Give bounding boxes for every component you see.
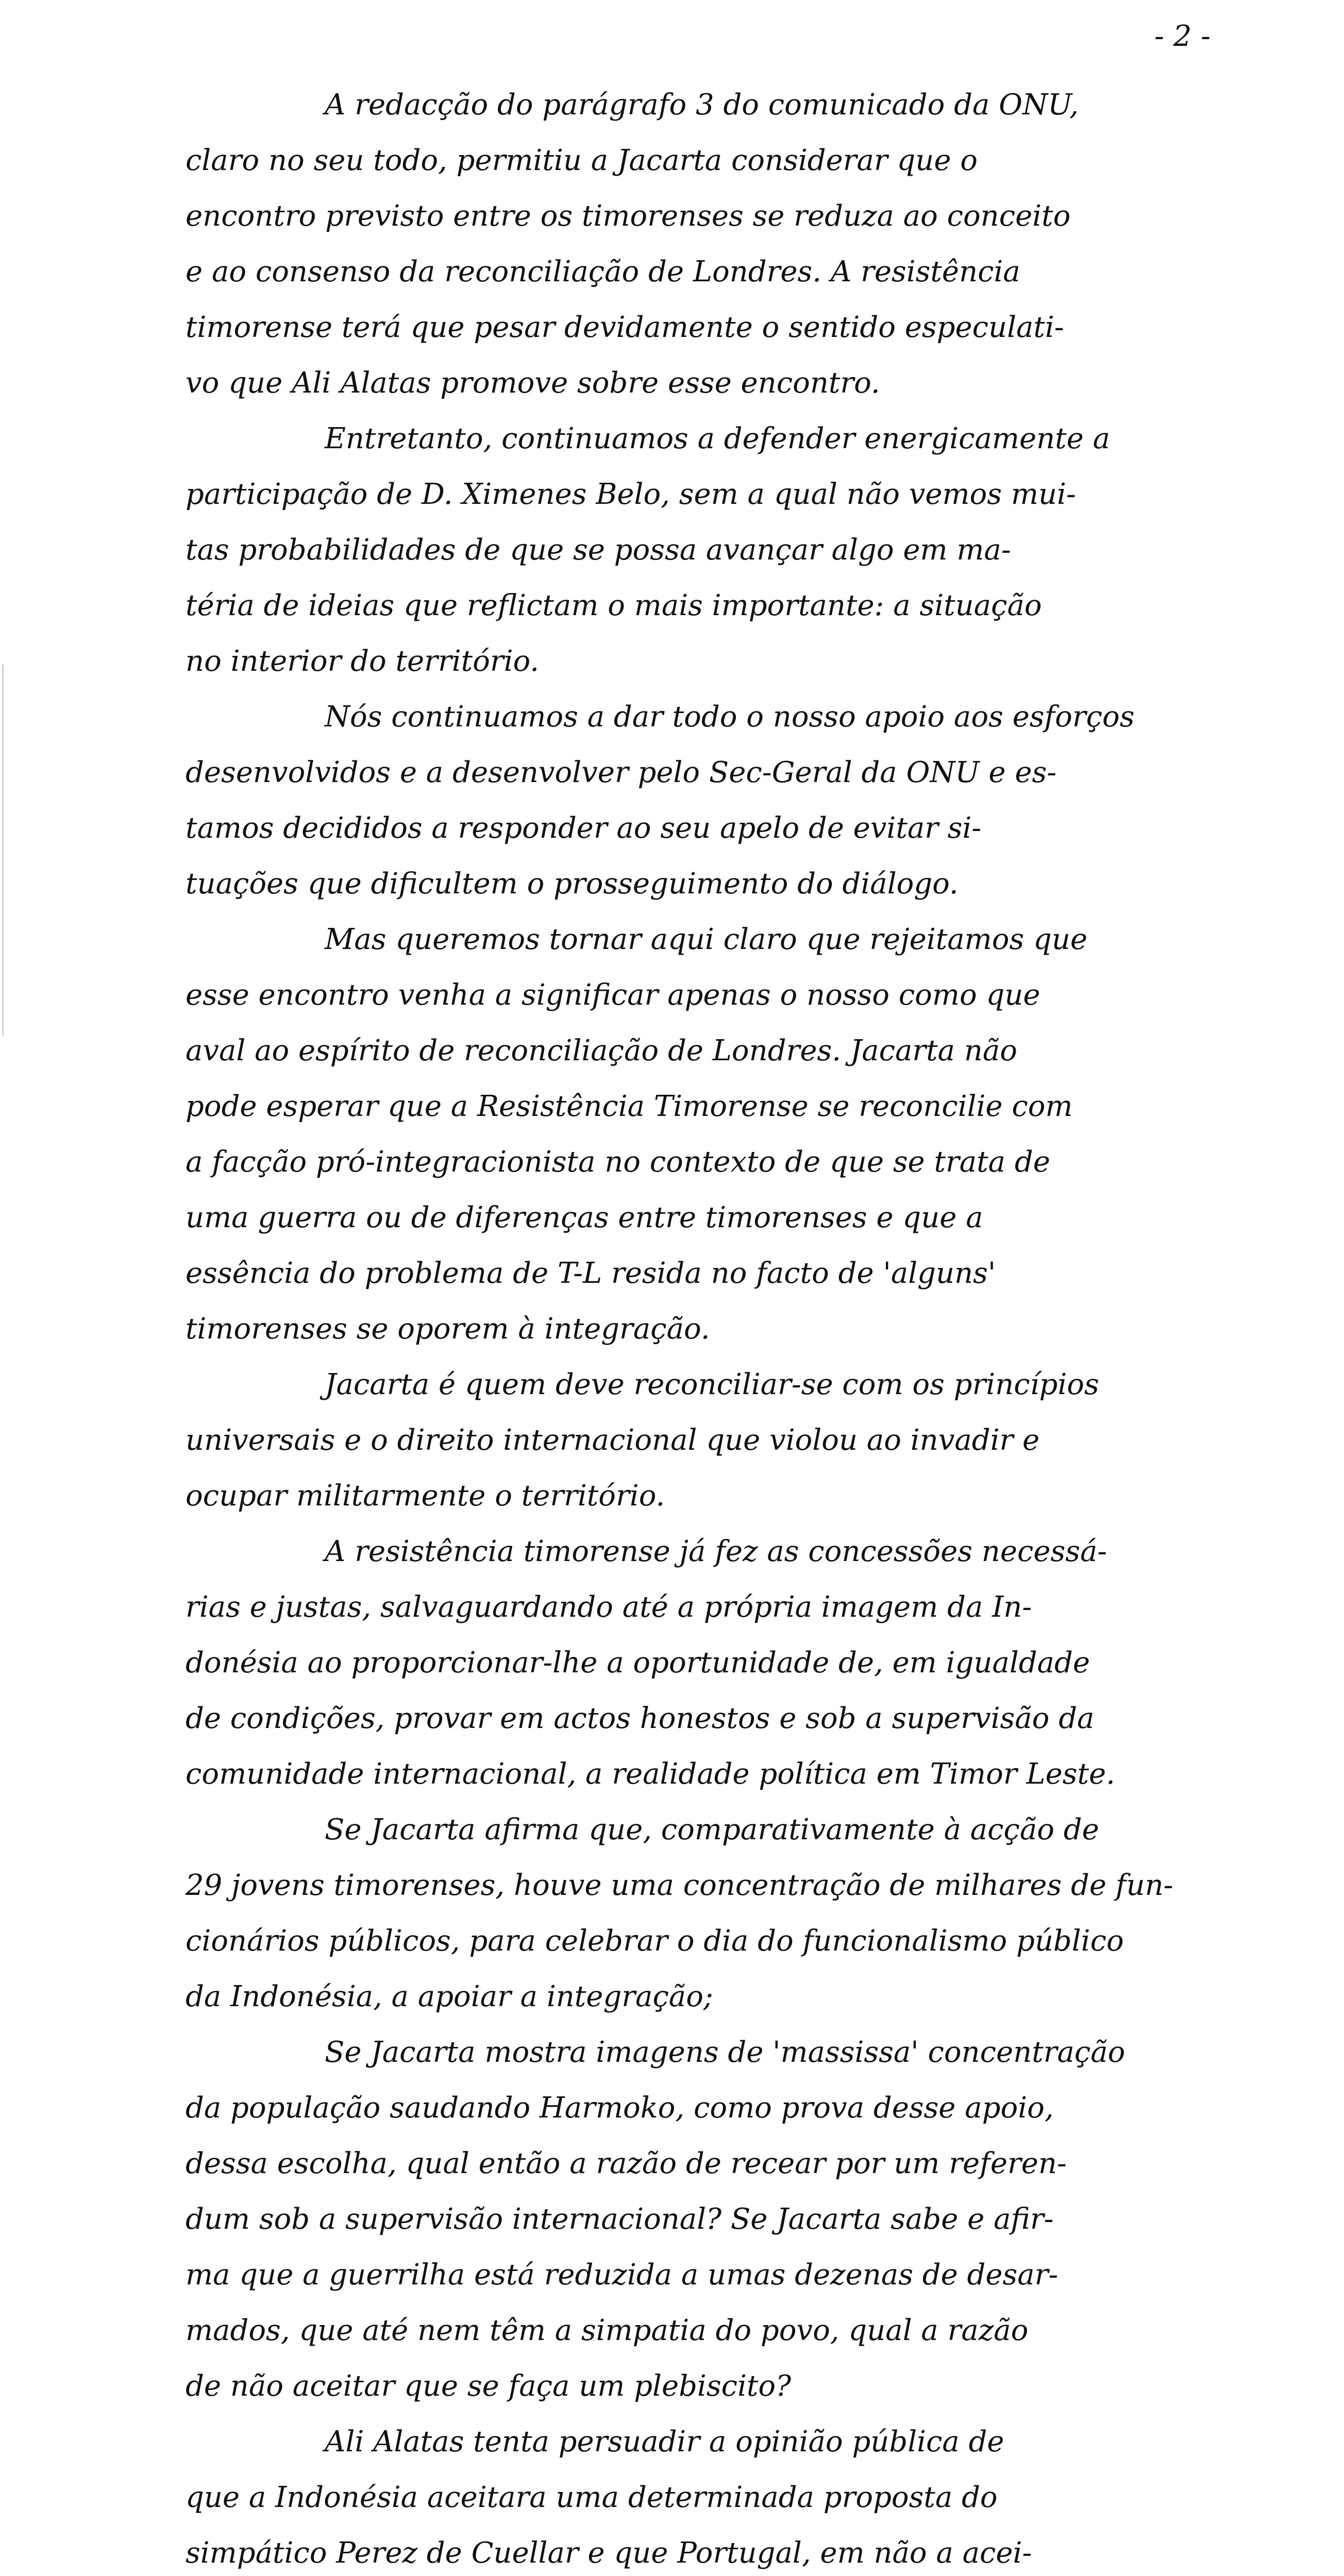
manuscript-line: cionários públicos, para celebrar o dia do funcionalismo público	[186, 1924, 1124, 1958]
manuscript-line: aval ao espírito de reconciliação de Londres. Jacarta não	[186, 1034, 1018, 1067]
manuscript-line: Se Jacarta afirma que, comparativamente à acção de	[325, 1813, 1099, 1846]
manuscript-line: Entretanto, continuamos a defender energicamente a	[325, 422, 1111, 455]
manuscript-line: da Indonésia, a apoiar a integração;	[186, 1980, 713, 2013]
manuscript-line: tas probabilidades de que se possa avançar algo em ma-	[186, 533, 1011, 567]
manuscript-line: timorenses se oporem à integração.	[186, 1312, 710, 1346]
manuscript-line: comunidade internacional, a realidade política em Timor Leste.	[186, 1757, 1115, 1791]
manuscript-line: Se Jacarta mostra imagens de 'massissa' concentração	[325, 2036, 1125, 2069]
manuscript-line: tuações que dificultem o prosseguimento do diálogo.	[186, 867, 959, 901]
manuscript-line: dessa escolha, qual então a razão de recear por um referen-	[186, 2147, 1067, 2180]
manuscript-line: uma guerra ou de diferenças entre timorenses e que a	[186, 1201, 983, 1234]
manuscript-line: pode esperar que a Resistência Timorense se reconcilie com	[186, 1090, 1073, 1123]
manuscript-line: mados, que até nem têm a simpatia do povo, qual a razão	[186, 2314, 1029, 2347]
manuscript-line: ocupar militarmente o território.	[186, 1479, 665, 1513]
manuscript-line: Jacarta é quem deve reconciliar-se com os princípios	[325, 1368, 1099, 1401]
manuscript-line: Ali Alatas tenta persuadir a opinião pública de	[325, 2425, 1004, 2459]
manuscript-line: A resistência timorense já fez as concessões necessá-	[325, 1535, 1107, 1568]
manuscript-line: de condições, provar em actos honestos e sob a supervisão da	[186, 1702, 1095, 1735]
manuscript-line: universais e o direito internacional que violou ao invadir e	[186, 1423, 1040, 1457]
manuscript-line: donésia ao proporcionar-lhe a oportunidade de, em igualdade	[186, 1646, 1090, 1680]
manuscript-line: vo que Ali Alatas promove sobre esse encontro.	[186, 366, 880, 400]
manuscript-line: a facção pró-integracionista no contexto de que se trata de	[186, 1145, 1050, 1179]
manuscript-line: téria de ideias que reflictam o mais importante: a situação	[186, 589, 1042, 622]
manuscript-line: desenvolvidos e a desenvolver pelo Sec-Geral da ONU e es-	[186, 756, 1057, 789]
page-number: - 2 -	[1154, 20, 1211, 53]
manuscript-line: dum sob a supervisão internacional? Se Jacarta sabe e afir-	[186, 2202, 1054, 2236]
handwritten-text-body	[186, 77, 1273, 2576]
manuscript-line: Mas queremos tornar aqui claro que rejeitamos que	[325, 923, 1088, 956]
manuscript-line: encontro previsto entre os timorenses se reduza ao conceito	[186, 199, 1071, 233]
manuscript-line: simpático Perez de Cuellar e que Portugal, em não a acei-	[186, 2536, 1032, 2570]
manuscript-line: timorense terá que pesar devidamente o sentido especulati-	[186, 311, 1064, 344]
manuscript-line: essência do problema de T-L resida no facto de 'alguns'	[186, 1257, 996, 1290]
manuscript-line: A redacção do parágrafo 3 do comunicado da ONU,	[325, 88, 1079, 122]
manuscript-line: e ao consenso da reconciliação de Londres. A resistência	[186, 255, 1020, 289]
manuscript-line: esse encontro venha a significar apenas o nosso como que	[186, 978, 1040, 1012]
manuscript-line: ma que a guerrilha está reduzida a umas dezenas de desar-	[186, 2258, 1059, 2292]
manuscript-line: no interior do território.	[186, 645, 540, 678]
scan-edge-mark	[2, 665, 4, 1036]
manuscript-line: participação de D. Ximenes Belo, sem a qual não vemos mui-	[186, 478, 1076, 511]
manuscript-line: Nós continuamos a dar todo o nosso apoio aos esforços	[325, 700, 1135, 734]
manuscript-line: que a Indonésia aceitara uma determinada proposta do	[186, 2481, 998, 2514]
manuscript-line: rias e justas, salvaguardando até a própria imagem da In-	[186, 1590, 1032, 1624]
manuscript-line: 29 jovens timorenses, houve uma concentração de milhares de fun-	[186, 1869, 1173, 1902]
manuscript-line: claro no seu todo, permitiu a Jacarta considerar que o	[186, 144, 978, 177]
manuscript-line: tamos decididos a responder ao seu apelo de evitar si-	[186, 811, 982, 845]
manuscript-line: de não aceitar que se faça um plebiscito?	[186, 2369, 792, 2403]
manuscript-line: da população saudando Harmoko, como prova desse apoio,	[186, 2091, 1054, 2125]
